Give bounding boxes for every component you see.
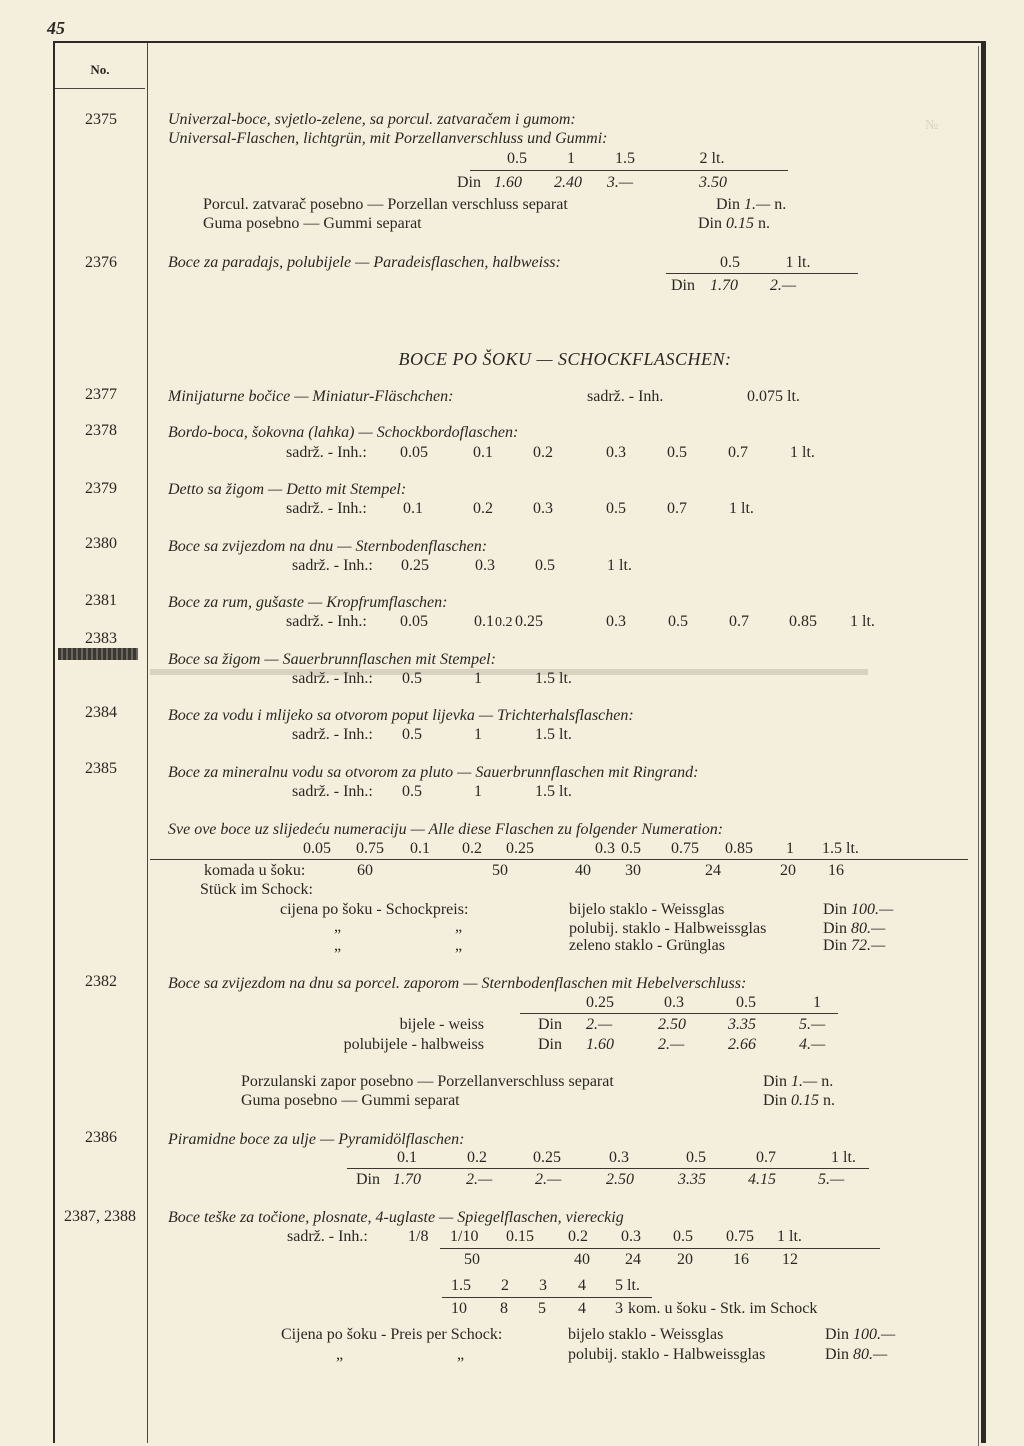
- price-cell: 2.—: [586, 1016, 613, 1033]
- glass-type: polubij. staklo - Halbweissglas: [568, 1346, 766, 1363]
- size-cell: 5 lt.: [615, 1277, 640, 1294]
- count-cell: 8: [500, 1300, 508, 1317]
- item-title-de: Universal-Flaschen, lichtgrün, mit Porzellanverschluss und Gummi:: [168, 130, 608, 147]
- size-cell: 0.3: [664, 994, 684, 1011]
- capacity-label: sadrž. - Inh.:: [292, 783, 373, 800]
- price-cell: 2.50: [658, 1016, 686, 1033]
- size-cell: 0.7: [728, 444, 748, 461]
- price-cell: 1.70: [393, 1171, 421, 1188]
- section-heading: BOCE PO ŠOKU — SCHOCKFLASCHEN:: [398, 349, 732, 369]
- item-title: Detto sa žigom — Detto mit Stempel:: [168, 481, 407, 498]
- count-cell: 12: [782, 1251, 798, 1268]
- size-cell: 0.5: [402, 670, 422, 687]
- row-label: bijele - weiss: [399, 1016, 484, 1033]
- table-rule: [666, 273, 858, 274]
- capacity-label: sadrž. - Inh.: [587, 388, 664, 405]
- price-prefix: Din: [763, 1092, 787, 1109]
- size-cell: 0.5: [668, 613, 688, 630]
- size-cell: 0.5: [667, 444, 687, 461]
- price-cell: 2.40: [554, 174, 582, 191]
- capacity-label: sadrž. - Inh.:: [286, 444, 367, 461]
- price-value: 1.—: [791, 1073, 818, 1090]
- item-title: Boce za vodu i mlijeko sa otvorom poput lijevka — Trichterhalsflaschen:: [168, 707, 634, 724]
- count-cell: 24: [625, 1251, 641, 1268]
- size-cell: 1: [813, 994, 821, 1011]
- item-number-2386: 2386: [85, 1129, 117, 1146]
- size-cell: 0.5: [507, 150, 527, 167]
- item-number-2377: 2377: [85, 386, 117, 403]
- size-cell: 0.15: [506, 1228, 534, 1245]
- price-prefix: Din: [457, 174, 481, 191]
- ditto-mark: „: [455, 918, 463, 935]
- size-cell: 0.1: [473, 444, 493, 461]
- size-cell: 0.2: [462, 840, 482, 857]
- size-cell: 0.75: [671, 840, 699, 857]
- item-number-2375: 2375: [85, 111, 117, 128]
- price-prefix: Din: [823, 920, 847, 937]
- size-cell: 1.5 lt.: [535, 670, 572, 687]
- extra-label: Porcul. zatvarač posebno — Porzellan verschluss separat: [203, 196, 568, 213]
- size-cell: 0.5: [686, 1149, 706, 1166]
- price-cell: 3.35: [678, 1171, 706, 1188]
- price-cell: 2.—: [466, 1171, 493, 1188]
- item-title: Boce sa žigom — Sauerbrunnflaschen mit Stempel:: [168, 651, 496, 668]
- item-number-2384: 2384: [85, 704, 117, 721]
- size-cell: 0.3: [475, 557, 495, 574]
- table-rule: [347, 1168, 869, 1169]
- price-prefix: Din: [823, 937, 847, 954]
- count-cell: 10: [451, 1300, 467, 1317]
- size-cell: 0.05: [400, 444, 428, 461]
- price-prefix: Din: [538, 1036, 562, 1053]
- price-prefix: Din: [698, 215, 722, 232]
- count-cell: 50: [492, 862, 508, 879]
- price-cell: 1.60: [494, 174, 522, 191]
- item-number-2383: 2383: [85, 630, 117, 647]
- table-rule: [440, 1248, 880, 1249]
- count-cell: 30: [625, 862, 641, 879]
- size-cell: 1 lt.: [850, 613, 875, 630]
- page-number: 45: [47, 18, 65, 38]
- size-cell: 0.5: [402, 783, 422, 800]
- size-cell: 0.7: [729, 613, 749, 630]
- capacity-label: sadrž. - Inh.:: [287, 1228, 368, 1245]
- numeration-title: Sve ove boce uz slijedeću numeraciju — Alle diese Flaschen zu folgender Numeration:: [168, 821, 724, 838]
- size-cell: 0.5: [720, 254, 740, 271]
- size-cell: 0.1: [474, 613, 494, 630]
- size-cell: 0.5: [736, 994, 756, 1011]
- price-cell: 2.50: [606, 1171, 634, 1188]
- price-value: 100.—: [851, 901, 894, 918]
- size-cell: 0.075 lt.: [747, 388, 800, 405]
- size-cell: 0.2: [495, 615, 513, 630]
- size-cell: 0.3: [606, 613, 626, 630]
- count-cell: 40: [574, 1251, 590, 1268]
- size-cell: 1.5: [615, 150, 635, 167]
- size-cell: 0.25: [401, 557, 429, 574]
- size-cell: 0.05: [303, 840, 331, 857]
- price-cell: 2.—: [769, 277, 797, 294]
- table-rule: [150, 859, 968, 860]
- price-prefix: Din: [763, 1073, 787, 1090]
- price-value: 80.—: [853, 1346, 888, 1363]
- item-number-2380: 2380: [85, 535, 117, 552]
- size-cell: 3: [539, 1277, 547, 1294]
- size-cell: 1.5 lt.: [822, 840, 859, 857]
- glass-type: zeleno staklo - Grünglas: [569, 937, 725, 954]
- item-title: Bordo-boca, šokovna (lahka) — Schockbordoflaschen:: [168, 424, 519, 441]
- extra-label: Porzulanski zapor posebno — Porzellanverschluss separat: [241, 1073, 614, 1090]
- table-rule: [520, 1013, 838, 1014]
- size-cell: 0.3: [609, 1149, 629, 1166]
- glass-type: bijelo staklo - Weissglas: [569, 901, 725, 918]
- capacity-label: sadrž. - Inh.:: [286, 613, 367, 630]
- price-prefix: Din: [356, 1171, 380, 1188]
- price-cell: 1.60: [586, 1036, 614, 1053]
- extra-label: Guma posebno — Gummi separat: [203, 215, 422, 232]
- size-cell: 0.5: [621, 840, 641, 857]
- price-suffix: n.: [758, 215, 770, 232]
- size-cell: 2: [501, 1277, 509, 1294]
- price-label: cijena po šoku - Schockpreis:: [280, 901, 469, 918]
- price-cell: 4.—: [799, 1036, 826, 1053]
- size-cell: 0.75: [726, 1228, 754, 1245]
- item-title: Boce sa zvijezdom na dnu sa porcel. zaporom — Sternbodenflaschen mit Hebelverschluss:: [168, 975, 747, 992]
- size-cell: 1: [786, 840, 794, 857]
- size-cell: 1: [567, 150, 575, 167]
- size-cell: 1 lt.: [831, 1149, 856, 1166]
- capacity-label: sadrž. - Inh.:: [292, 726, 373, 743]
- price-prefix: Din: [671, 277, 695, 294]
- size-cell: 1 lt.: [790, 444, 815, 461]
- ditto-mark: „: [334, 918, 342, 935]
- size-cell: 0.25: [533, 1149, 561, 1166]
- price-cell: 2.66: [728, 1036, 756, 1053]
- count-cell: 16: [733, 1251, 749, 1268]
- size-cell: 1: [474, 726, 482, 743]
- redacted-number-mark: [58, 648, 138, 660]
- price-prefix: Din: [716, 196, 740, 213]
- size-cell: 1 lt.: [777, 1228, 802, 1245]
- item-title: Boce za mineralnu vodu sa otvorom za pluto — Sauerbrunnflaschen mit Ringrand:: [168, 764, 699, 781]
- size-cell: 0.85: [789, 613, 817, 630]
- size-cell: 0.25: [586, 994, 614, 1011]
- size-cell: 0.2: [533, 444, 553, 461]
- size-cell: 1/10: [450, 1228, 479, 1245]
- size-cell: 1/8: [408, 1228, 429, 1245]
- count-cell: 50: [464, 1251, 480, 1268]
- frame-inner-rule: [978, 46, 979, 1446]
- count-label: kom. u šoku - Stk. im Schock: [628, 1300, 818, 1317]
- ditto-mark: „: [334, 937, 342, 954]
- price-cell: 5.—: [799, 1016, 826, 1033]
- price-value: 80.—: [851, 920, 886, 937]
- size-cell: 0.25: [515, 613, 543, 630]
- count-cell: 3: [615, 1300, 623, 1317]
- size-cell: 0.1: [397, 1149, 417, 1166]
- price-value: 72.—: [851, 937, 886, 954]
- price-prefix: Din: [825, 1326, 849, 1343]
- size-cell: 0.75: [356, 840, 384, 857]
- price-value: 100.—: [853, 1326, 896, 1343]
- column-header-rule: [55, 88, 145, 89]
- item-number-2376: 2376: [85, 254, 117, 271]
- price-cell: 3.50: [699, 174, 727, 191]
- size-cell: 0.5: [606, 500, 626, 517]
- size-cell: 1 lt.: [729, 500, 754, 517]
- count-cell: 60: [357, 862, 373, 879]
- item-number-2387-2388: 2387, 2388: [64, 1208, 136, 1225]
- price-cell: 5.—: [818, 1171, 845, 1188]
- price-value: 1.—: [744, 196, 771, 213]
- item-number-2382: 2382: [85, 973, 117, 990]
- size-cell: 0.1: [410, 840, 430, 857]
- price-value: 0.15: [726, 215, 754, 232]
- bleed-through-text: №: [925, 118, 939, 133]
- count-cell: 24: [705, 862, 721, 879]
- size-cell: 0.5: [535, 557, 555, 574]
- size-cell: 2 lt.: [699, 150, 725, 167]
- glass-type: bijelo staklo - Weissglas: [568, 1326, 724, 1343]
- price-cell: 2.—: [658, 1036, 685, 1053]
- count-label-de: Stück im Schock:: [200, 881, 313, 898]
- size-cell: 0.7: [756, 1149, 776, 1166]
- size-cell: 1.5 lt.: [535, 726, 572, 743]
- price-cell: 2.—: [535, 1171, 562, 1188]
- item-title: Boce za paradajs, polubijele — Paradeisflaschen, halbweiss:: [168, 254, 561, 271]
- price-prefix: Din: [825, 1346, 849, 1363]
- count-cell: 4: [578, 1300, 586, 1317]
- size-cell: 0.3: [533, 500, 553, 517]
- price-prefix: Din: [823, 901, 847, 918]
- table-rule: [442, 1297, 652, 1298]
- ditto-mark: „: [455, 937, 463, 954]
- price-suffix: n.: [823, 1092, 835, 1109]
- size-cell: 0.7: [667, 500, 687, 517]
- capacity-label: sadrž. - Inh.:: [292, 670, 373, 687]
- size-cell: 1 lt.: [607, 557, 632, 574]
- item-number-2379: 2379: [85, 480, 117, 497]
- price-suffix: n.: [821, 1073, 834, 1090]
- price-cell: 3.35: [728, 1016, 756, 1033]
- price-label: Cijena po šoku - Preis per Schock:: [281, 1326, 503, 1343]
- size-cell: 0.2: [473, 500, 493, 517]
- capacity-label: sadrž. - Inh.:: [292, 557, 373, 574]
- count-label: komada u šoku:: [204, 862, 306, 879]
- count-cell: 40: [575, 862, 591, 879]
- item-title-hr: Univerzal-boce, svjetlo-zelene, sa porcul. zatvaračem i gumom:: [168, 111, 576, 128]
- size-cell: 1 lt.: [785, 254, 811, 271]
- column-divider: [147, 43, 148, 1443]
- count-cell: 16: [828, 862, 844, 879]
- size-cell: 0.2: [568, 1228, 588, 1245]
- size-cell: 0.85: [725, 840, 753, 857]
- price-cell: 3.—: [606, 174, 634, 191]
- size-cell: 0.3: [595, 840, 615, 857]
- size-cell: 1: [474, 783, 482, 800]
- size-cell: 0.3: [606, 444, 626, 461]
- ditto-mark: „: [457, 1346, 465, 1363]
- price-value: 0.15: [791, 1092, 819, 1109]
- price-prefix: Din: [538, 1016, 562, 1033]
- item-title: Boce za rum, gušaste — Kropfrumflaschen:: [168, 594, 448, 611]
- column-header-no: No.: [90, 62, 110, 77]
- size-cell: 1.5 lt.: [535, 783, 572, 800]
- glass-type: polubij. staklo - Halbweissglas: [569, 920, 767, 937]
- item-number-2378: 2378: [85, 422, 117, 439]
- size-cell: 0.1: [403, 500, 423, 517]
- item-title: Boce teške za točione, plosnate, 4-uglaste — Spiegelflaschen, viereckig: [168, 1209, 624, 1226]
- price-cell: 4.15: [748, 1171, 776, 1188]
- size-cell: 0.5: [402, 726, 422, 743]
- size-cell: 0.3: [621, 1228, 641, 1245]
- table-rule: [470, 170, 788, 171]
- row-label: polubijele - halbweiss: [343, 1036, 484, 1053]
- size-cell: 0.5: [673, 1228, 693, 1245]
- item-title: Boce sa zvijezdom na dnu — Sternbodenflaschen:: [168, 538, 488, 555]
- size-cell: 0.25: [506, 840, 534, 857]
- ditto-mark: „: [336, 1346, 344, 1363]
- size-cell: 0.05: [400, 613, 428, 630]
- extra-label: Guma posebno — Gummi separat: [241, 1092, 460, 1109]
- size-cell: 1: [474, 670, 482, 687]
- count-cell: 5: [538, 1300, 546, 1317]
- size-cell: 0.2: [467, 1149, 487, 1166]
- price-suffix: n.: [774, 196, 787, 213]
- count-cell: 20: [677, 1251, 693, 1268]
- smudge-band: [150, 669, 868, 675]
- capacity-label: sadrž. - Inh.:: [286, 500, 367, 517]
- price-cell: 1.70: [710, 277, 738, 294]
- item-title: Minijaturne bočice — Miniatur-Fläschchen:: [168, 388, 454, 405]
- item-number-2381: 2381: [85, 592, 117, 609]
- size-cell: 4: [578, 1277, 586, 1294]
- count-cell: 20: [780, 862, 796, 879]
- item-title: Piramidne boce za ulje — Pyramidölflaschen:: [168, 1131, 465, 1148]
- size-cell: 1.5: [451, 1277, 471, 1294]
- item-number-2385: 2385: [85, 760, 117, 777]
